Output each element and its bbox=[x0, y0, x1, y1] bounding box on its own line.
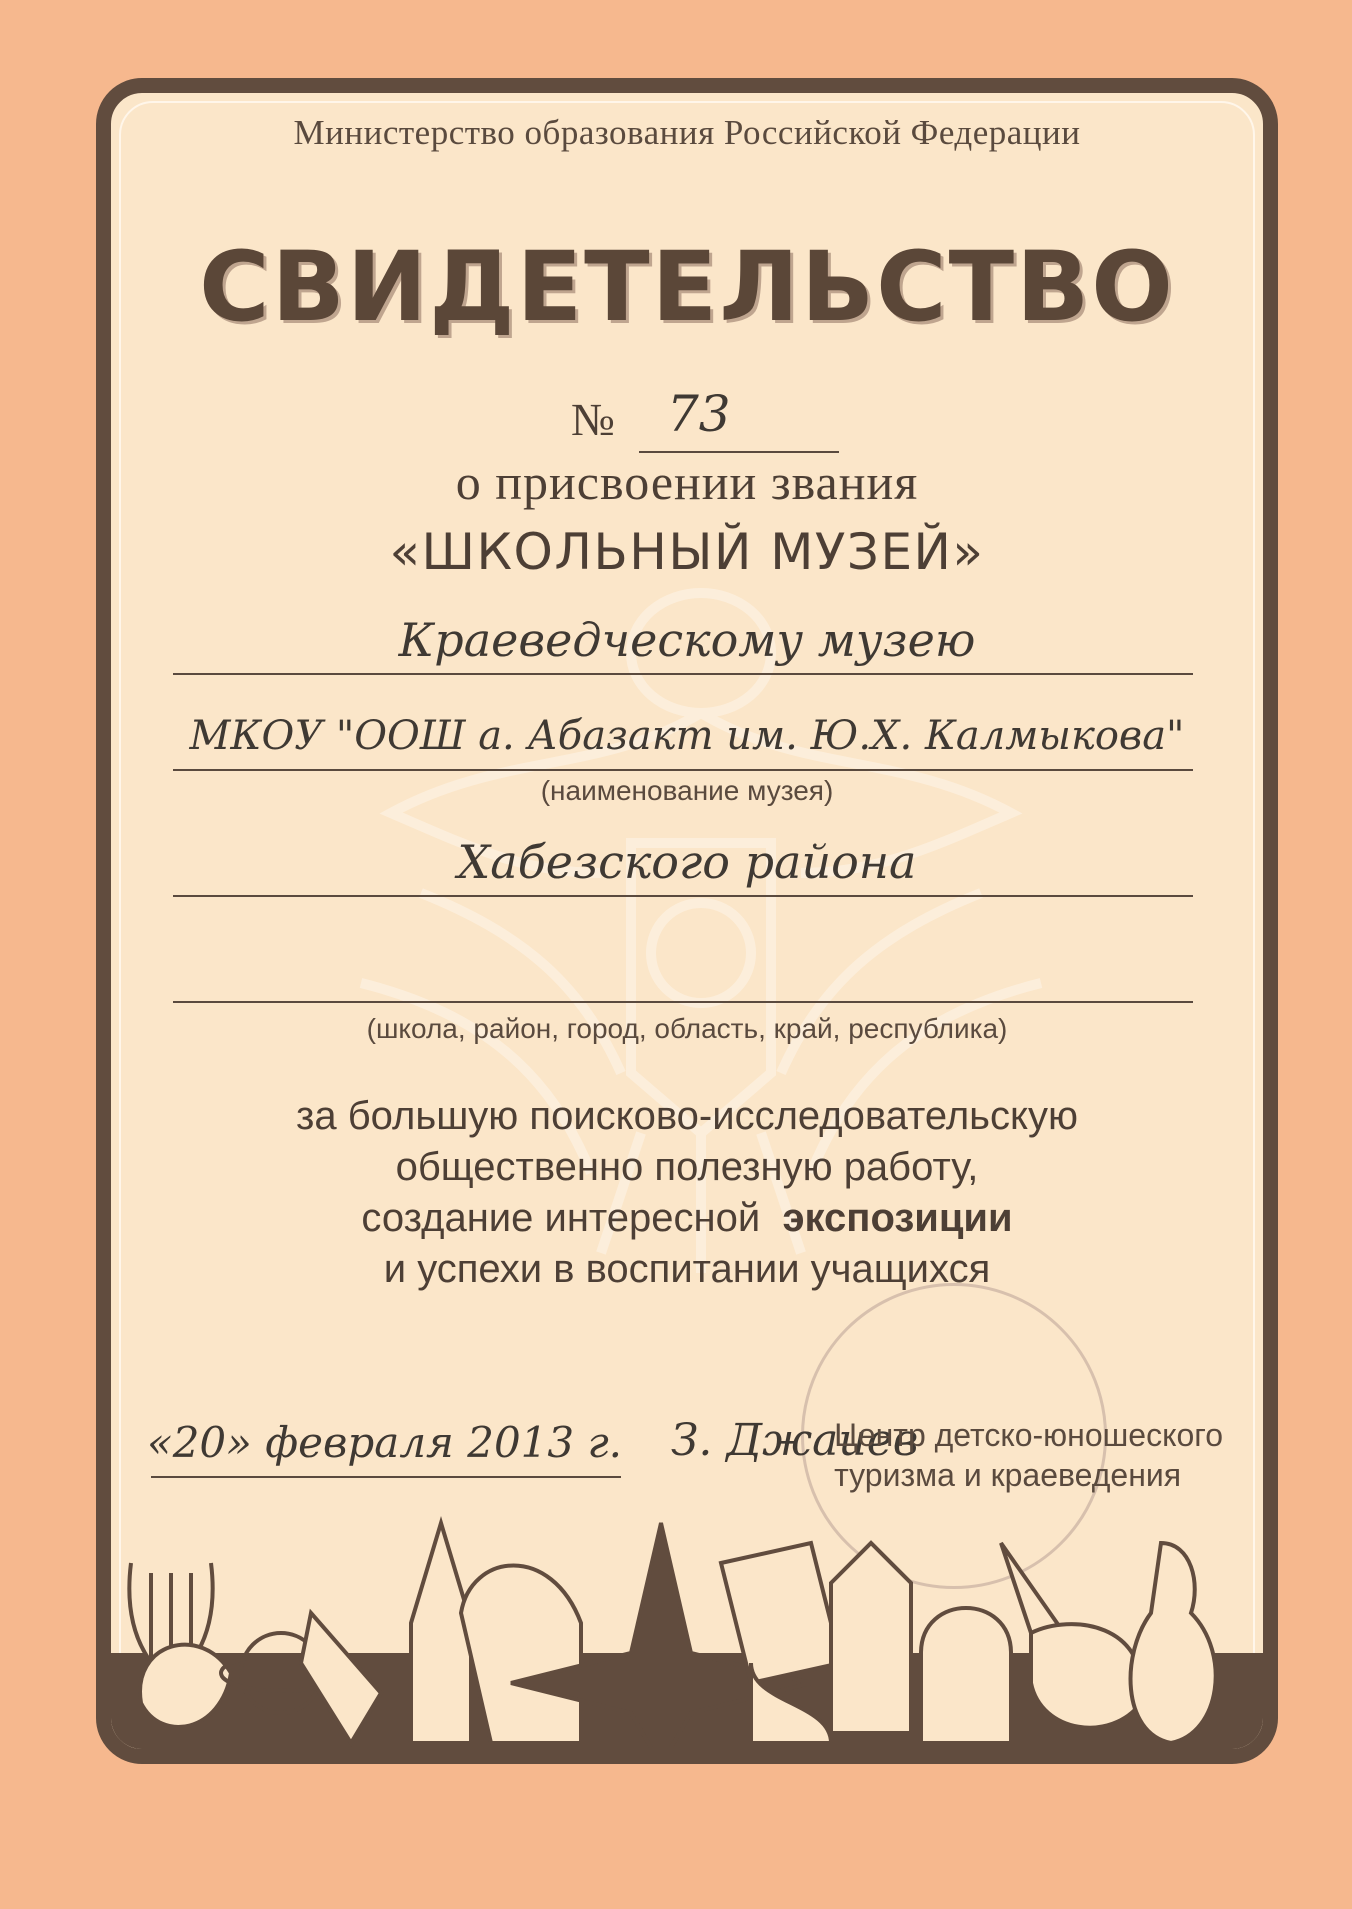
document-title: СВИДЕТЕЛЬСТВО bbox=[199, 231, 1175, 343]
reason-line-1: за большую поисково-исследовательскую bbox=[296, 1094, 1078, 1138]
recipient-line-3: Хабезского района bbox=[457, 835, 917, 889]
award-reason bbox=[111, 1091, 1263, 1295]
date-underline bbox=[151, 1476, 621, 1478]
number-sign: № bbox=[571, 394, 615, 445]
museum-name-caption: (наименование музея) bbox=[540, 775, 834, 806]
date-month-year: февраля 2013 г. bbox=[265, 1418, 623, 1467]
museum-artifacts-decoration-icon bbox=[111, 1503, 1263, 1764]
date-open-quote: « bbox=[147, 1418, 173, 1467]
reason-line-3-text: создание интересной bbox=[361, 1196, 761, 1240]
award-title: «ШКОЛЬНЫЙ МУЗЕЙ» bbox=[389, 523, 985, 581]
ministry-header: Министерство образования Российской Федерации bbox=[293, 113, 1081, 152]
reason-line-4: и успехи в воспитании учащихся bbox=[383, 1247, 991, 1291]
fill-line-4 bbox=[173, 1001, 1193, 1003]
fill-line-3 bbox=[173, 895, 1193, 897]
date-close-quote: » bbox=[226, 1418, 252, 1467]
fill-line-1 bbox=[173, 673, 1193, 675]
issue-date bbox=[147, 1418, 622, 1467]
location-caption: (школа, район, город, область, край, республика) bbox=[366, 1013, 1008, 1044]
reason-line-3 bbox=[111, 1193, 1263, 1244]
recipient-line-1: Краеведческому музею bbox=[398, 613, 976, 667]
about-line: о присвоении звания bbox=[455, 454, 919, 510]
issuing-organization bbox=[834, 1415, 1223, 1495]
fill-line-2 bbox=[173, 769, 1193, 771]
recipient-line-2: МКОУ "ООШ а. Абазакт им. Ю.Х. Калмыкова" bbox=[189, 713, 1185, 759]
certificate-number: 73 bbox=[667, 385, 731, 443]
org-line-2: туризма и краеведения bbox=[834, 1457, 1182, 1493]
org-line-1: Центр детско-юношеского bbox=[834, 1417, 1223, 1453]
reason-line-2: общественно полезную работу, bbox=[395, 1145, 979, 1189]
reason-emphasis: экспозиции bbox=[782, 1196, 1013, 1240]
certificate-frame bbox=[96, 78, 1278, 1764]
date-day: 20 bbox=[172, 1418, 227, 1467]
signature: З. Джаиев bbox=[671, 1415, 919, 1466]
